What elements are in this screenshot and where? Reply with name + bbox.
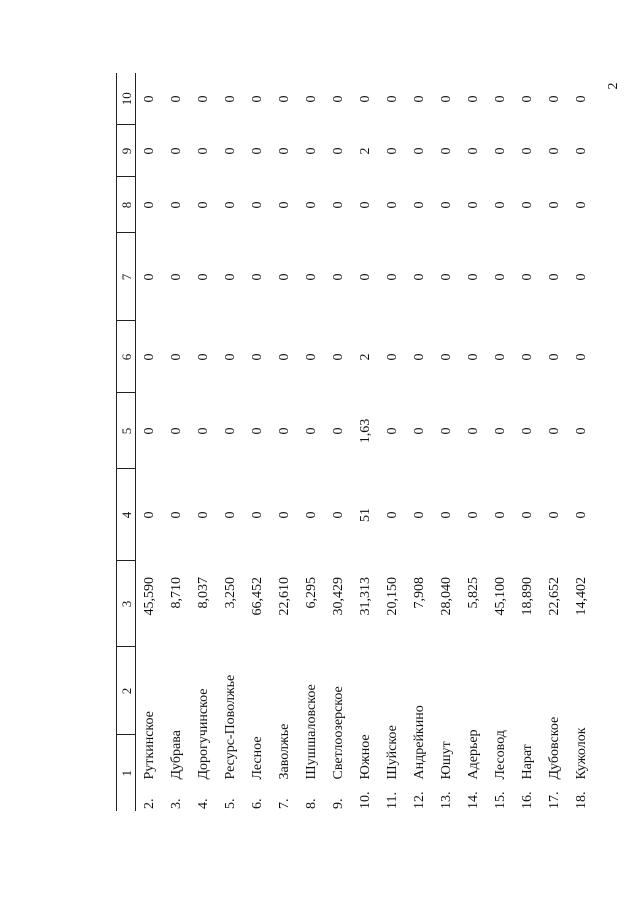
value-cell: 0	[195, 201, 211, 209]
value-cell: 0	[303, 95, 319, 103]
value-cell: 0	[546, 95, 562, 103]
table-row	[217, 73, 244, 811]
value-cell: 0	[519, 353, 535, 361]
value-cell: 0	[492, 427, 508, 435]
enterprise-cell	[460, 647, 487, 811]
value-cell: 0	[330, 95, 346, 103]
area-cell: 45,590	[141, 577, 157, 616]
row-number: 9.	[330, 798, 346, 809]
value-cell: 0	[411, 273, 427, 281]
value-cell: 0	[384, 95, 400, 103]
enterprise-name: Лесовод	[492, 730, 508, 780]
enterprise-name: Лесное	[249, 736, 265, 780]
row-number: 15.	[492, 791, 508, 809]
row-number: 4.	[195, 798, 211, 809]
row-number: 8.	[303, 798, 319, 809]
rotated-table-wrapper	[116, 73, 606, 811]
value-cell: 0	[573, 273, 589, 281]
value-cell: 0	[222, 511, 238, 519]
value-cell: 0	[222, 273, 238, 281]
value-cell: 0	[303, 147, 319, 155]
row-number: 18.	[573, 791, 589, 809]
enterprise-cell	[217, 647, 244, 811]
row-number: 16.	[519, 791, 535, 809]
table-row	[379, 73, 406, 811]
value-cell: 0	[276, 353, 292, 361]
column-header: 2	[117, 647, 136, 735]
enterprise-cell	[190, 647, 217, 811]
row-number: 5.	[222, 798, 238, 809]
table-row	[406, 73, 433, 811]
value-cell: 0	[330, 273, 346, 281]
value-cell: 0	[573, 427, 589, 435]
value-cell: 0	[195, 353, 211, 361]
value-cell: 0	[168, 273, 184, 281]
value-cell: 0	[195, 147, 211, 155]
value-cell: 0	[384, 427, 400, 435]
enterprise-name: Кужолок	[573, 727, 589, 780]
value-cell: 0	[546, 353, 562, 361]
value-cell: 0	[141, 353, 157, 361]
enterprise-name: Юшут	[438, 741, 454, 780]
value-cell: 0	[573, 147, 589, 155]
value-cell: 0	[519, 147, 535, 155]
enterprise-name: Светлоозерское	[330, 686, 346, 780]
value-cell: 0	[492, 511, 508, 519]
value-cell: 0	[141, 95, 157, 103]
table-header-row	[117, 73, 136, 811]
value-cell: 1,63	[357, 418, 373, 444]
row-number: 12.	[411, 791, 427, 809]
column-header: 6	[117, 321, 136, 393]
value-cell: 0	[357, 95, 373, 103]
value-cell: 0	[141, 427, 157, 435]
enterprise-cell	[541, 647, 568, 811]
value-cell: 0	[384, 147, 400, 155]
value-cell: 0	[438, 511, 454, 519]
row-number: 3.	[168, 798, 184, 809]
area-cell: 45,100	[492, 577, 508, 616]
value-cell: 0	[411, 147, 427, 155]
value-cell: 0	[303, 427, 319, 435]
value-cell: 0	[384, 353, 400, 361]
enterprise-name: Южное	[357, 734, 373, 780]
row-number: 14.	[465, 791, 481, 809]
value-cell: 0	[357, 201, 373, 209]
area-cell: 28,040	[438, 577, 454, 616]
column-header: 5	[117, 393, 136, 469]
value-cell: 0	[303, 511, 319, 519]
value-cell: 0	[411, 95, 427, 103]
column-header: 10	[117, 73, 136, 125]
value-cell: 0	[276, 511, 292, 519]
value-cell: 0	[438, 353, 454, 361]
area-cell: 8,710	[168, 577, 184, 609]
value-cell: 0	[330, 511, 346, 519]
value-cell: 0	[195, 427, 211, 435]
value-cell: 0	[546, 201, 562, 209]
value-cell: 0	[303, 273, 319, 281]
value-cell: 0	[249, 201, 265, 209]
value-cell: 0	[438, 95, 454, 103]
table-row	[460, 73, 487, 811]
row-number: 10.	[357, 791, 373, 809]
table-row	[487, 73, 514, 811]
enterprise-name: Дубовское	[546, 716, 562, 780]
table-row	[163, 73, 190, 811]
value-cell: 0	[330, 353, 346, 361]
area-cell: 20,150	[384, 577, 400, 616]
value-cell: 2	[357, 147, 373, 155]
value-cell: 0	[141, 273, 157, 281]
row-number: 6.	[249, 798, 265, 809]
value-cell: 0	[519, 95, 535, 103]
table-row	[136, 73, 164, 811]
row-number: 11.	[384, 792, 400, 809]
row-number: 2.	[141, 798, 157, 809]
enterprise-cell	[325, 647, 352, 811]
value-cell: 0	[465, 201, 481, 209]
enterprise-cell	[298, 647, 325, 811]
value-cell: 0	[141, 511, 157, 519]
value-cell: 0	[303, 201, 319, 209]
value-cell: 0	[249, 95, 265, 103]
value-cell: 0	[222, 201, 238, 209]
value-cell: 0	[465, 273, 481, 281]
value-cell: 0	[276, 95, 292, 103]
value-cell: 0	[168, 427, 184, 435]
enterprise-name: Андрейкино	[411, 705, 427, 780]
enterprise-name: Заволжье	[276, 723, 292, 780]
table-body	[136, 73, 596, 811]
value-cell: 0	[330, 147, 346, 155]
value-cell: 0	[168, 511, 184, 519]
value-cell: 0	[519, 511, 535, 519]
value-cell: 0	[519, 273, 535, 281]
value-cell: 0	[492, 95, 508, 103]
enterprise-cell	[433, 647, 460, 811]
value-cell: 0	[195, 95, 211, 103]
value-cell: 0	[492, 353, 508, 361]
value-cell: 0	[384, 273, 400, 281]
value-cell: 0	[411, 353, 427, 361]
value-cell: 0	[276, 147, 292, 155]
enterprise-cell	[136, 647, 164, 811]
value-cell: 0	[546, 147, 562, 155]
table-row	[325, 73, 352, 811]
value-cell: 0	[573, 353, 589, 361]
area-cell: 7,908	[411, 577, 427, 609]
value-cell: 0	[141, 201, 157, 209]
value-cell: 0	[465, 147, 481, 155]
value-cell: 0	[411, 511, 427, 519]
value-cell: 0	[249, 427, 265, 435]
value-cell: 0	[438, 427, 454, 435]
enterprise-cell	[379, 647, 406, 811]
value-cell: 0	[573, 95, 589, 103]
value-cell: 51	[357, 508, 373, 522]
value-cell: 0	[222, 95, 238, 103]
value-cell: 0	[222, 353, 238, 361]
value-cell: 0	[465, 95, 481, 103]
enterprise-cell	[352, 647, 379, 811]
enterprise-cell	[163, 647, 190, 811]
table-row	[271, 73, 298, 811]
value-cell: 0	[330, 201, 346, 209]
value-cell: 0	[168, 353, 184, 361]
enterprise-name: Нарат	[519, 744, 535, 780]
area-cell: 22,610	[276, 577, 292, 616]
table-row	[298, 73, 325, 811]
area-cell: 3,250	[222, 577, 238, 609]
value-cell: 0	[330, 427, 346, 435]
value-cell: 0	[492, 147, 508, 155]
area-cell: 22,652	[546, 577, 562, 616]
value-cell: 0	[411, 427, 427, 435]
value-cell: 0	[546, 427, 562, 435]
value-cell: 0	[438, 201, 454, 209]
column-header: 9	[117, 125, 136, 177]
column-header: 1	[117, 735, 136, 811]
enterprise-name: Руткинское	[141, 711, 157, 780]
value-cell: 0	[573, 511, 589, 519]
value-cell: 0	[168, 95, 184, 103]
value-cell: 0	[303, 353, 319, 361]
area-cell: 31,313	[357, 577, 373, 616]
enterprise-name: Дорогучинское	[195, 688, 211, 780]
value-cell: 0	[546, 511, 562, 519]
value-cell: 0	[168, 201, 184, 209]
table-row	[352, 73, 379, 811]
table-row	[433, 73, 460, 811]
value-cell: 0	[573, 201, 589, 209]
column-header: 8	[117, 177, 136, 233]
value-cell: 0	[546, 273, 562, 281]
table-row	[244, 73, 271, 811]
value-cell: 0	[519, 201, 535, 209]
enterprise-cell	[271, 647, 298, 811]
enterprise-name: Адерьер	[465, 729, 481, 780]
enterprise-name: Дубрава	[168, 730, 184, 780]
value-cell: 0	[384, 511, 400, 519]
enterprise-name: Шуйское	[384, 725, 400, 780]
value-cell: 0	[384, 201, 400, 209]
value-cell: 0	[222, 147, 238, 155]
value-cell: 0	[195, 273, 211, 281]
value-cell: 0	[519, 427, 535, 435]
data-table	[116, 73, 595, 811]
value-cell: 0	[249, 511, 265, 519]
area-cell: 66,452	[249, 577, 265, 616]
value-cell: 0	[411, 201, 427, 209]
value-cell: 0	[249, 147, 265, 155]
page-number: 2	[606, 82, 621, 90]
row-number: 17.	[546, 791, 562, 809]
value-cell: 0	[276, 427, 292, 435]
value-cell: 0	[465, 427, 481, 435]
value-cell: 0	[168, 147, 184, 155]
table-row	[514, 73, 541, 811]
enterprise-name: Ресурс-Поволжье	[222, 674, 238, 780]
value-cell: 2	[357, 353, 373, 361]
value-cell: 0	[249, 273, 265, 281]
value-cell: 0	[465, 353, 481, 361]
value-cell: 0	[249, 353, 265, 361]
table-row	[541, 73, 568, 811]
value-cell: 0	[492, 273, 508, 281]
enterprise-cell	[514, 647, 541, 811]
value-cell: 0	[276, 201, 292, 209]
enterprise-cell	[406, 647, 433, 811]
row-number: 7.	[276, 798, 292, 809]
value-cell: 0	[465, 511, 481, 519]
value-cell: 0	[438, 147, 454, 155]
value-cell: 0	[438, 273, 454, 281]
value-cell: 0	[222, 427, 238, 435]
enterprise-cell	[487, 647, 514, 811]
value-cell: 0	[357, 273, 373, 281]
value-cell: 0	[276, 273, 292, 281]
area-cell: 8,037	[195, 577, 211, 609]
enterprise-cell	[244, 647, 271, 811]
value-cell: 0	[492, 201, 508, 209]
value-cell: 0	[195, 511, 211, 519]
enterprise-name: Шушшаловское	[303, 684, 319, 780]
row-number: 13.	[438, 791, 454, 809]
value-cell: 0	[141, 147, 157, 155]
column-header: 7	[117, 233, 136, 321]
table-row	[190, 73, 217, 811]
column-header: 3	[117, 561, 136, 647]
area-cell: 14,402	[573, 577, 589, 616]
area-cell: 6,295	[303, 577, 319, 609]
area-cell: 18,890	[519, 577, 535, 616]
enterprise-cell	[568, 647, 595, 811]
table-row	[568, 73, 595, 811]
column-header: 4	[117, 469, 136, 561]
area-cell: 30,429	[330, 577, 346, 616]
area-cell: 5,825	[465, 577, 481, 609]
